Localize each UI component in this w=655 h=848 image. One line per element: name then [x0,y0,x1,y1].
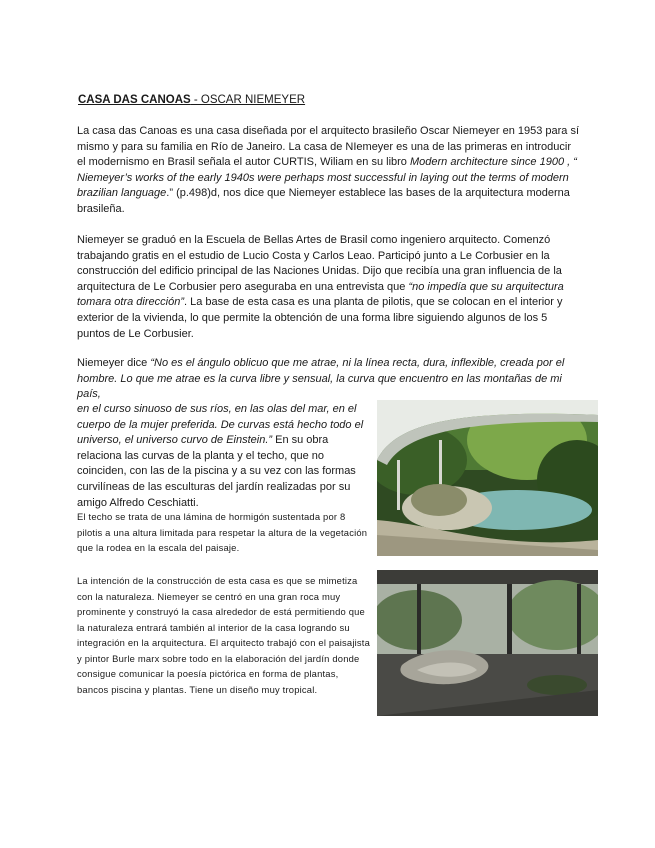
paragraph-quote-continued [77,402,372,511]
paragraph-quote-start [77,356,582,403]
interior-photo [377,570,598,716]
exterior-photo [377,400,598,556]
page-title [78,94,305,106]
intro-text-1: La casa das Canoas es una casa diseñada por el arquitecto brasileño Oscar Niemeyer en 1953 para sí mismo y para su familia en Río de Janeiro. La casa de NIemeyer es una de las primeras en introducir el modernismo en Brasil señala el autor CURTIS, Wiliam en su libro [77,125,580,169]
bio-text-2: . La base de esta casa es una planta de pilotis, que se colocan en el interior y exterior de la vivienda, lo que permite la obtención de una forma libre siguiendo algunos de los 5 puntos de Le Corbusier. [77,296,563,340]
paragraph-biography [77,233,582,342]
quote-commentary: En su obra relaciona las curvas de la planta y el techo, que no coinciden, con las de la piscina y a su vez con las formas curvilíneas de las esculturas del jardín realizadas por su amigo Alfredo Ceschiatti. [77,434,356,509]
intro-quote: Modern architecture since 1900 , “ Niemeyer’s works of the early 1940s were perhaps most successful in laying out the terms of modern brazilian language [77,156,577,200]
niemeyer-quote-part1: “No es el ángulo oblicuo que me atrae, ni la línea recta, dura, inflexible, creada por el hombre. Lo que me atrae es la curva libre y sensual, la curva que encuentro en las montañas de mi país, [77,357,565,401]
intro-text-2: .” (p.498)d, nos dice que Niemeyer establece las bases de la arquitectura moderna brasileña. [77,187,570,215]
bio-quote: “no impedía que su arquitectura tomara otra dirección” [77,280,564,309]
title-architect: - OSCAR NIEMEYER [190,94,306,106]
paragraph-roof: El techo se trata de una lámina de hormigón sustentada por 8 pilotis a una altura limitada para respetar la altura de la vegetación que la rodea en la escala del paisaje. [77,511,368,553]
paragraph-intention: La intención de la construcción de esta casa es que se mimetiza con la naturaleza. Niemeyer se centró en una gran roca muy prominente y construyó la casa alrededor de está permitiendo que la naturaleza entrará también al interior de la casa logrando su integración en la arquitectura. El arquitecto trabajó con el paisajista y pintor Burle marx sobre todo en la elaboración del jardín donde consigue comunicar la poesía pictórica en forma de plantas, bancos piscina y plantas. Tiene un diseño muy tropical. [77,575,371,695]
paragraph-intro [77,124,582,218]
quote-lead: Niemeyer dice [77,357,151,369]
bio-text-1: Niemeyer se graduó en la Escuela de Bellas Artes de Brasil como ingeniero arquitecto. Comenzó trabajando gratis en el estudio de Lucio Costa y Carlos Leao. Participó junto a Le Corbusier en la construcción del edificio principal de las Naciones Unidas. Dijo que recibía una gran influencia de la arquitectura de Le Corbusier pero aseguraba en una entrevista que [77,234,562,293]
title-house-name: CASA DAS CANOAS [78,94,191,106]
niemeyer-quote-part2: en el curso sinuoso de sus ríos, en las olas del mar, en el cuerpo de la mujer preferida. De curvas está hecho todo el universo, el universo curvo de Einstein.” [77,403,364,447]
